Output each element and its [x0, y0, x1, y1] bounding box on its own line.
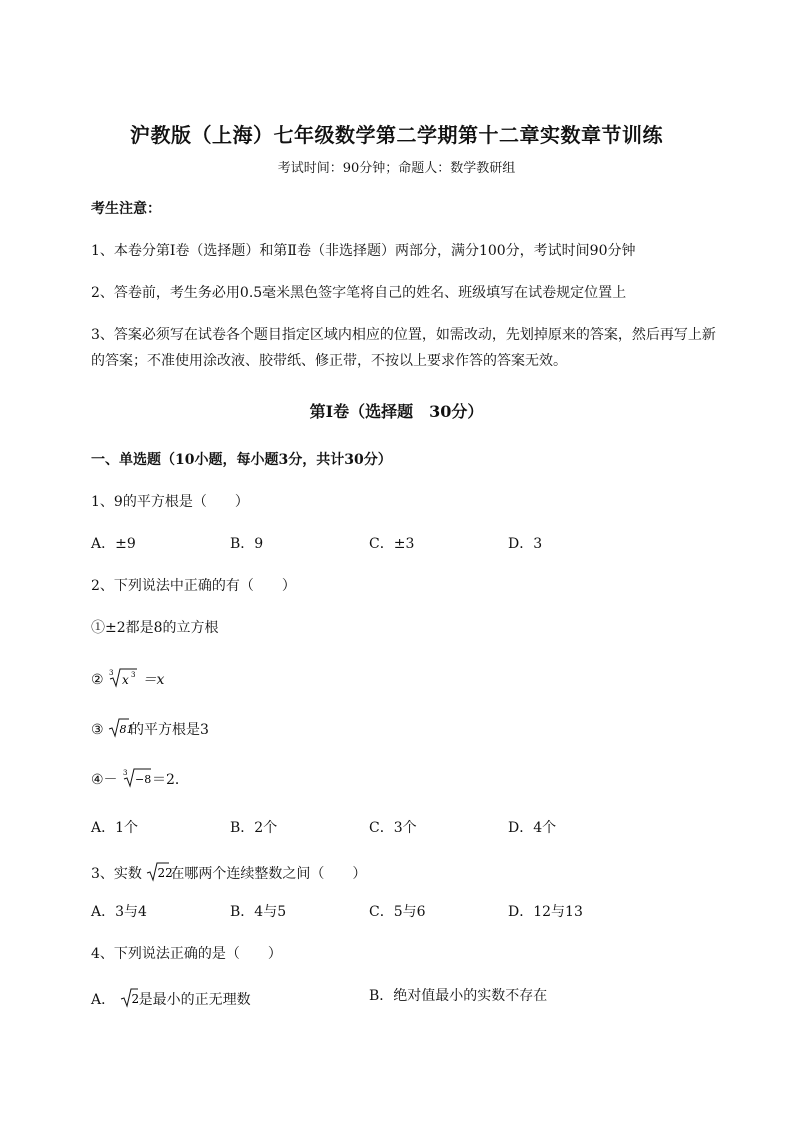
question-3-option-b: B．4与5	[230, 904, 287, 920]
question-2-option-c: C．3个	[369, 820, 417, 836]
root-index: 3	[109, 669, 114, 677]
question-3-option-a: A．3与4	[91, 904, 147, 920]
question-2-statement-4	[91, 766, 189, 794]
notice-item-2: 2、答卷前，考生务必用0.5毫米黑色签字笔将自己的姓名、班级填写在试卷规定位置上	[91, 285, 627, 301]
statement-4-prefix: ④－	[91, 772, 118, 788]
question-1-option-b: B．9	[230, 536, 264, 552]
notice-item-3: 3、答案必须写在试卷各个题目指定区域内相应的位置，如需改动，先划掉原来的答案，然后再写上新	[91, 327, 716, 343]
radicand: −8	[135, 773, 152, 786]
radicand: 2	[131, 992, 139, 1006]
question-2-option-a: A．1个	[91, 820, 139, 836]
statement-3-suffix: 的平方根是3	[130, 722, 209, 738]
question-1-option-d: D．3	[508, 536, 543, 552]
notice-item-1: 1、本卷分第Ⅰ卷（选择题）和第Ⅱ卷（非选择题）两部分，满分100分，考试时间90分钟	[91, 243, 636, 259]
statement-4-suffix: ＝2．	[152, 772, 189, 788]
statement-2-marker: ②	[91, 672, 104, 688]
exam-subtitle: 考试时间：90分钟；命题人：数学教研组	[277, 161, 516, 176]
radicand: 22	[157, 866, 174, 880]
question-3-option-c: C．5与6	[369, 904, 426, 920]
radicand: x	[122, 673, 129, 687]
root-index: 3	[123, 769, 128, 777]
statement-2-rhs: ＝x	[142, 672, 165, 688]
section-title: 第Ⅰ卷（选择题 30分）	[309, 402, 484, 421]
statement-3-prefix: ③	[91, 722, 104, 738]
sqrt-2	[120, 986, 139, 1014]
notice-heading: 考生注意：	[91, 201, 161, 217]
question-4-stem: 4、下列说法正确的是（ ）	[91, 946, 282, 962]
radicand: 81	[119, 723, 134, 736]
question-1-option-c: C．±3	[369, 536, 415, 552]
cube-root-formula	[108, 666, 138, 694]
question-3-prefix: 3、实数	[91, 866, 142, 882]
question-4-option-a	[91, 986, 251, 1014]
sqrt-81	[108, 716, 134, 744]
question-2-option-b: B．2个	[230, 820, 278, 836]
sqrt-22	[146, 860, 174, 888]
question-4-option-b: B．绝对值最小的实数不存在	[369, 988, 548, 1004]
question-3-option-d: D．12与13	[508, 904, 583, 920]
notice-item-3-cont: 的答案；不准使用涂改液、胶带纸、修正带，不按以上要求作答的答案无效。	[91, 353, 567, 369]
question-2-statement-3	[91, 716, 209, 744]
question-1-option-a: A．±9	[91, 536, 136, 552]
question-3-suffix: 在哪两个连续整数之间（ ）	[170, 866, 367, 882]
question-2-option-d: D．4个	[508, 820, 557, 836]
exponent: 3	[131, 671, 136, 679]
part-heading: 一、单选题（10小题，每小题3分，共计30分）	[91, 452, 392, 468]
cube-root-neg8	[122, 766, 152, 794]
question-2-stem: 2、下列说法中正确的有（ ）	[91, 578, 296, 594]
question-2-statement-1: ①±2都是8的立方根	[91, 620, 219, 636]
question-1-stem: 1、9的平方根是（ ）	[91, 494, 249, 510]
exam-title: 沪教版（上海）七年级数学第二学期第十二章实数章节训练	[130, 123, 663, 147]
question-2-statement-2	[91, 666, 164, 694]
question-3-stem	[91, 860, 366, 888]
option-a-text: 是最小的正无理数	[138, 992, 251, 1008]
option-a-label: A．	[91, 992, 116, 1008]
